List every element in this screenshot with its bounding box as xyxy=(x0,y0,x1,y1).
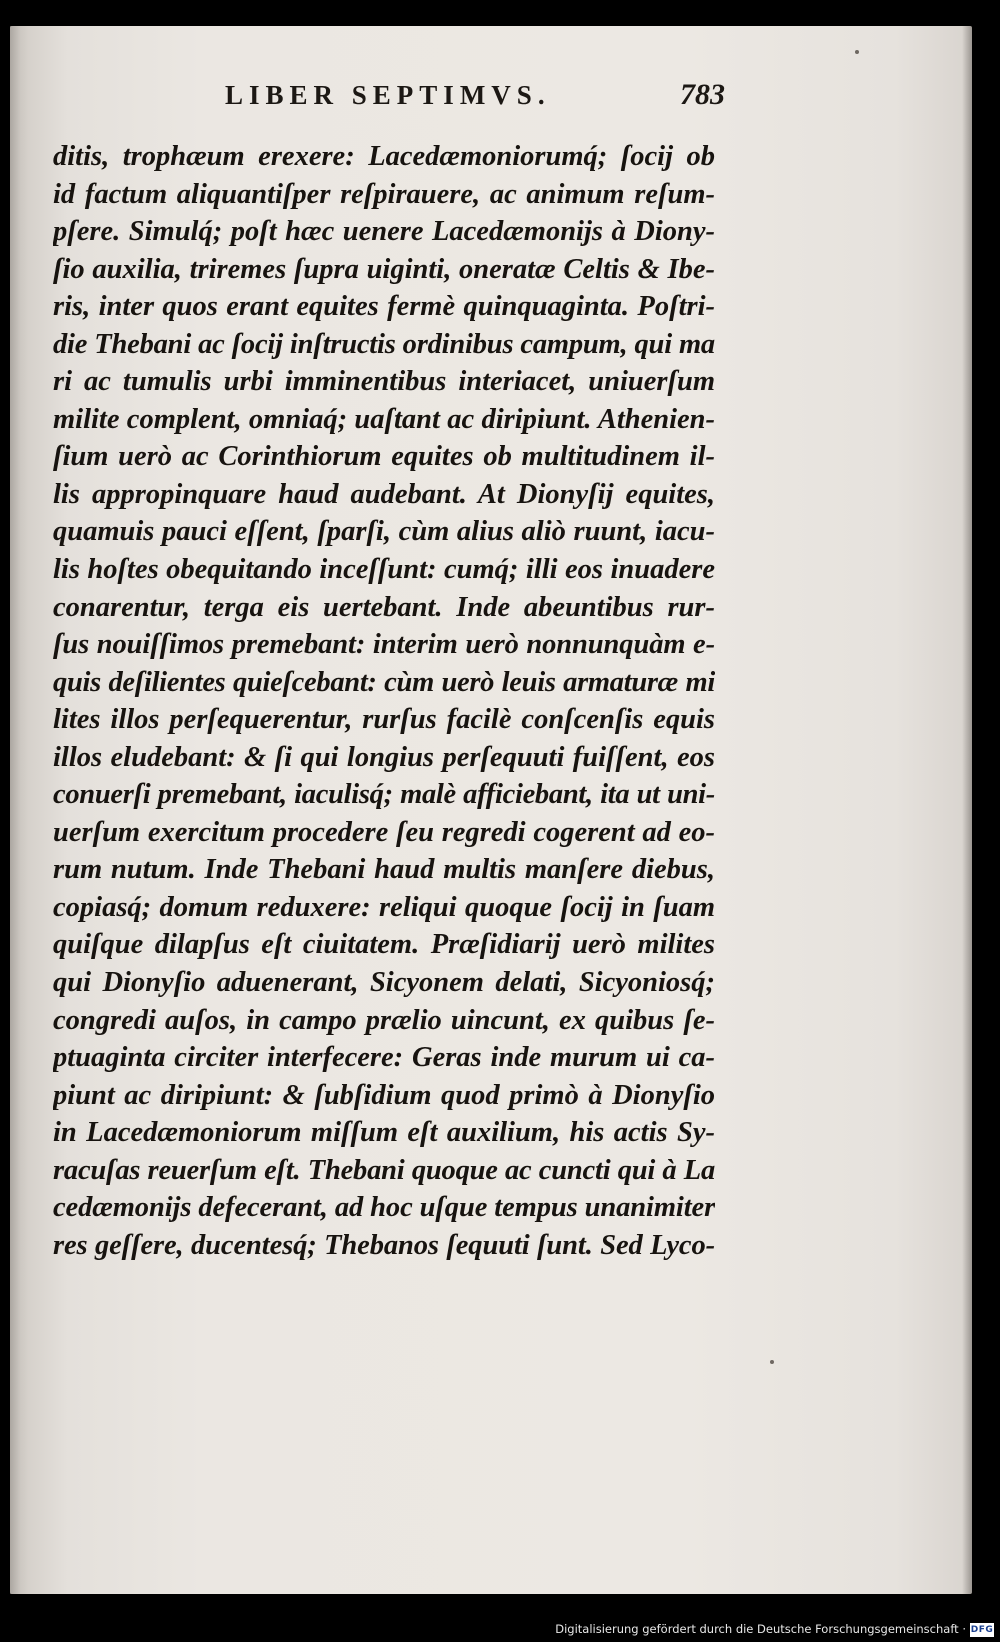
page-edge-shadow xyxy=(962,26,972,1594)
text-line: uerſum exercitum procedere ſeu regredi cogerent ad eo- xyxy=(53,816,715,848)
body-text xyxy=(53,138,715,1264)
paper-speck xyxy=(855,50,859,54)
text-line: ſium uerò ac Corinthiorum equites ob multitudinem il- xyxy=(53,441,715,473)
text-line: conuerſi premebant, iaculisq́; malè afficiebant, ita ut uni- xyxy=(53,779,715,811)
page-number: 783 xyxy=(680,78,725,111)
text-line: ptuaginta circiter interfecere: Geras inde murum ui ca- xyxy=(53,1042,715,1074)
text-line: ris, inter quos erant equites fermè quinquaginta. Poſtri- xyxy=(53,291,715,323)
text-line: milite complent, omniaq́; uaſtant ac diripiunt. Athenien- xyxy=(53,403,715,435)
page-gutter-shadow xyxy=(10,26,28,1594)
text-line: quamuis pauci eſſent, ſparſi, cùm alius aliò ruunt, iacu- xyxy=(53,516,715,548)
text-line: copiasq́; domum reduxere: reliqui quoque ſocij in ſuam xyxy=(53,891,715,923)
text-line: in Lacedæmoniorum miſſum eſt auxilium, his actis Sy- xyxy=(53,1117,715,1149)
text-line: ditis, trophæum erexere: Lacedæmoniorumq́; ſocij ob xyxy=(53,141,715,172)
text-line: illos eludebant: & ſi qui longius perſequuti fuiſſent, eos xyxy=(53,741,715,773)
text-line: congredi auſos, in campo prælio uincunt, ex quibus ſe- xyxy=(53,1004,715,1036)
text-line: die Thebani ac ſocij inſtructis ordinibus campum, qui ma xyxy=(53,328,715,360)
text-line: pſere. Simulq́; poſt hæc uenere Lacedæmonijs à Diony- xyxy=(53,216,715,248)
text-line: res geſſere, ducentesq́; Thebanos ſequuti ſunt. Sed Lyco- xyxy=(53,1229,715,1261)
text-line: lis hoſtes obequitando inceſſunt: cumq́; illi eos inuadere xyxy=(53,554,715,586)
text-line: rum nutum. Inde Thebani haud multis manſere diebus, xyxy=(53,854,715,886)
text-line: racuſas reuerſum eſt. Thebani quoque ac cuncti qui à La xyxy=(53,1154,715,1186)
text-line: ſus nouiſſimos premebant: interim uerò nonnunquàm e- xyxy=(53,629,715,661)
text-line: conarentur, terga eis uertebant. Inde abeuntibus rur- xyxy=(53,591,715,623)
text-line: lites illos perſequerentur, rurſus facilè conſcenſis equis xyxy=(53,704,715,736)
text-line: ſio auxilia, triremes ſupra uiginti, oneratæ Celtis & Ibe- xyxy=(53,253,715,285)
paper-speck xyxy=(770,1360,774,1364)
text-line: lis appropinquare haud audebant. At Dionyſij equites, xyxy=(53,478,715,510)
text-line: qui Dionyſio aduenerant, Sicyonem delati, Sicyoniosq́; xyxy=(53,967,715,999)
running-head-title: LIBER SEPTIMVS. xyxy=(225,80,551,110)
dfg-logo: DFG xyxy=(970,1625,994,1635)
text-line: id factum aliquantiſper reſpirauere, ac animum reſum- xyxy=(53,178,715,210)
text-line: ri ac tumulis urbi imminentibus interiacet, uniuerſum xyxy=(53,366,715,398)
text-line: quis deſilientes quieſcebant: cùm uerò leuis armaturæ mi xyxy=(53,666,715,698)
text-line: quiſque dilapſus eſt ciuitatem. Præſidiarij uerò milites xyxy=(53,929,715,961)
running-head xyxy=(225,78,725,112)
text-line: piunt ac diripiunt: & ſubſidium quod primò à Dionyſio xyxy=(53,1079,715,1111)
book-page xyxy=(10,26,972,1594)
footer-bar xyxy=(0,1614,1000,1642)
footer-credit: Digitalisierung gefördert durch die Deutsche Forschungsgemeinschaft · xyxy=(555,1622,966,1636)
text-line: cedæmonijs defecerant, ad hoc uſque tempus unanimiter xyxy=(53,1192,715,1224)
